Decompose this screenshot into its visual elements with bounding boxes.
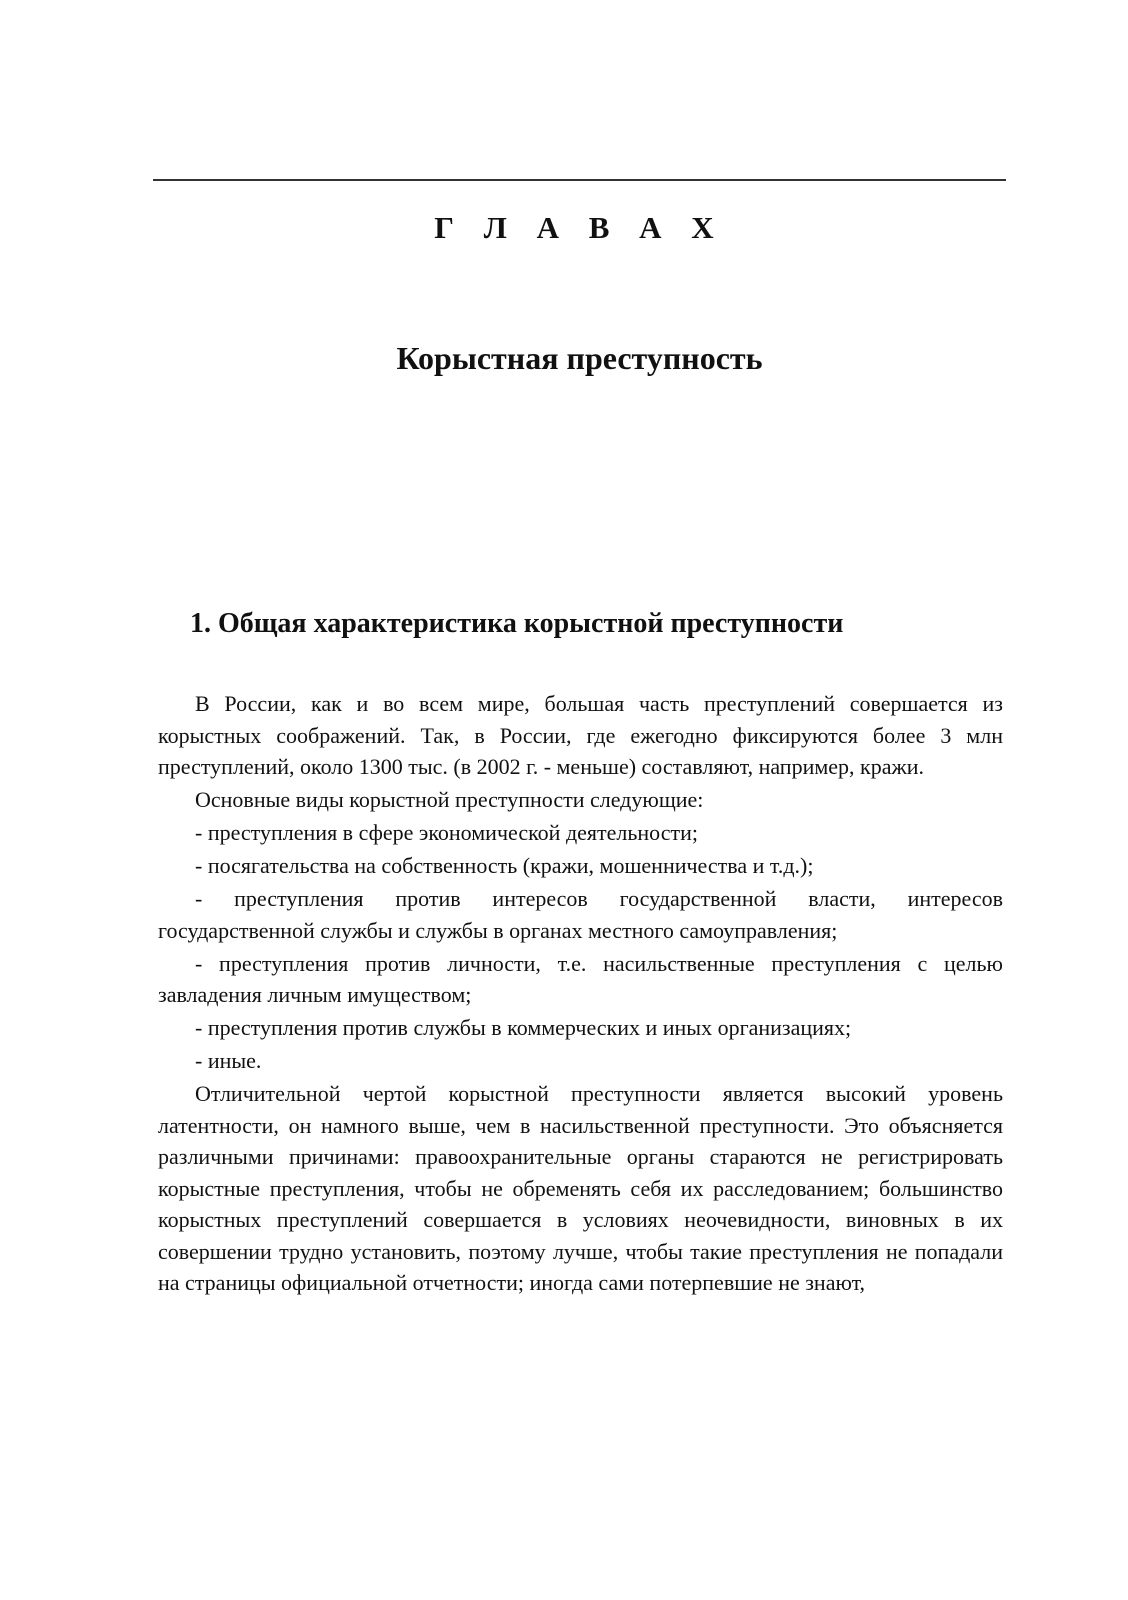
- section-title: 1. Общая характеристика корыстной преступности: [190, 608, 844, 639]
- list-item: - преступления против интересов государственной власти, интересов государственной службы и службы в органах местного самоуправления;: [158, 886, 1003, 943]
- chapter-label: Г Л А В А Х: [434, 210, 725, 245]
- list-item: - преступления в сфере экономической деятельности;: [195, 820, 698, 845]
- list-item: - посягательства на собственность (кражи, мошенничества и т.д.);: [195, 853, 814, 878]
- body-text: [158, 688, 1003, 1300]
- header-rule: [153, 179, 1006, 181]
- paragraph-intro: В России, как и во всем мире, большая часть преступлений совершается из корыстных соображений. Так, в России, где ежегодно фиксируются более 3 млн преступлений, около 1300 тыс. (в 2002 г. - меньше) составляют, например, кражи.: [158, 691, 1003, 779]
- list-item: - иные.: [195, 1048, 262, 1073]
- paragraph-latency: Отличительной чертой корыстной преступности является высокий уровень латентности, он намного выше, чем в насильственной преступности. Это объясняется различными причинами: правоохранительные органы стараются не регистрировать корыстные преступления, чтобы не обременять себя их расследованием; большинство корыстных преступлений совершается в условиях неочевидности, виновных в их совершении трудно установить, поэтому лучше, чтобы такие преступления не попадали на страницы официальной отчетности; иногда сами потерпевшие не знают,: [158, 1081, 1003, 1295]
- list-item: - преступления против службы в коммерческих и иных организациях;: [195, 1015, 852, 1040]
- paragraph-list-lead: Основные виды корыстной преступности следующие:: [195, 787, 704, 812]
- list-item: - преступления против личности, т.е. насильственные преступления с целью завладения личным имуществом;: [158, 950, 1003, 1007]
- chapter-title: Корыстная преступность: [396, 340, 763, 376]
